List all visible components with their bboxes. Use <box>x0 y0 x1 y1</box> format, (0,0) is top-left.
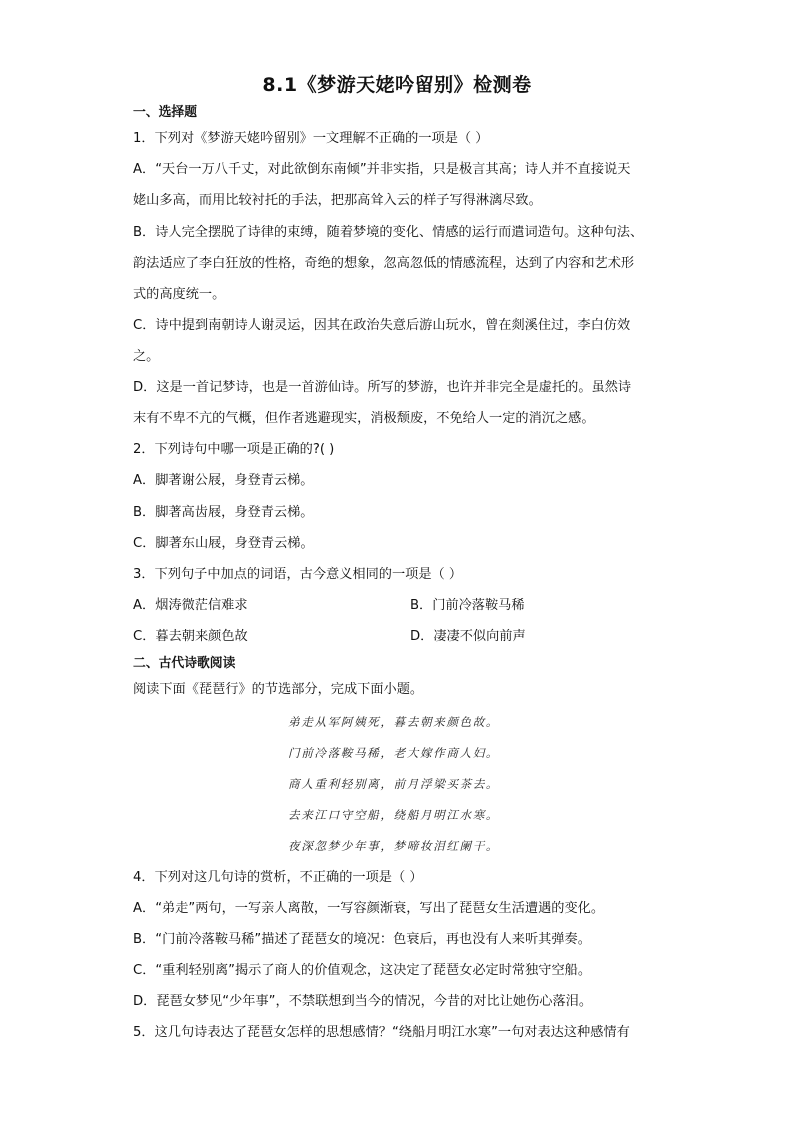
question-4-option-a: A．“弟走”两句，一写亲人离散，一写容颜渐衰，写出了琵琶女生活遭遇的变化。 <box>133 901 605 916</box>
question-3-option-d: D．凄凄不似向前声 <box>410 629 526 644</box>
question-4-stem: 4．下列对这几句诗的赏析，不正确的一项是（ ） <box>133 870 423 885</box>
question-1-option-a: A．“天台一万八千丈，对此欲倒东南倾”并非实指，只是极言其高；诗人并不直接说天 <box>133 162 631 177</box>
question-5-stem: 5．这几句诗表达了琵琶女怎样的思想感情？“绕船月明江水寒”一句对表达这种感情有 <box>133 1025 630 1040</box>
question-1-stem: 1．下列对《梦游天姥吟留别》一文理解不正确的一项是（ ） <box>133 131 489 146</box>
question-3-option-a: A．烟涛微茫信难求 <box>133 598 248 613</box>
poem-line: 商人重利轻别离，前月浮梁买茶去。 <box>288 777 500 791</box>
question-4-option-b: B．“门前冷落鞍马稀”描述了琵琶女的境况：色衰后，再也没有人来听其弹奏。 <box>133 932 591 947</box>
poem-line: 门前冷落鞍马稀，老大嫁作商人妇。 <box>288 746 500 760</box>
question-2-stem: 2．下列诗句中哪一项是正确的?( ) <box>133 442 335 457</box>
question-1-option-b-cont2: 式的高度统一。 <box>133 287 226 302</box>
question-1-option-d: D．这是一首记梦诗，也是一首游仙诗。所写的梦游，也许并非完全是虚托的。虽然诗 <box>133 380 632 395</box>
question-4-option-d: D．琵琶女梦见“少年事”，不禁联想到当今的情况，今昔的对比让她伤心落泪。 <box>133 994 593 1009</box>
question-3-stem: 3．下列句子中加点的词语，古今意义相同的一项是（ ） <box>133 567 463 582</box>
question-1-option-c-cont: 之。 <box>133 349 160 364</box>
question-2-option-b: B．脚著高齿屐，身登青云梯。 <box>133 505 314 520</box>
question-1-option-a-cont: 姥山多高，而用比较衬托的手法，把那高耸入云的样子写得淋漓尽致。 <box>133 193 542 208</box>
poem-line: 去来江口守空船，绕船月明江水寒。 <box>288 808 500 822</box>
question-2-option-c: C．脚著东山屐，身登青云梯。 <box>133 536 314 551</box>
poem-line: 夜深忽梦少年事，梦啼妆泪红阑干。 <box>288 839 500 853</box>
section-heading-choice: 一、选择题 <box>133 105 197 120</box>
question-1-option-b: B．诗人完全摆脱了诗律的束缚，随着梦境的变化、情感的运行而遣词造句。这种句法、 <box>133 225 644 240</box>
question-3-option-b: B．门前冷落鞍马稀 <box>410 598 525 613</box>
question-3-option-c: C．暮去朝来颜色故 <box>133 629 248 644</box>
poem-line: 弟走从军阿姨死，暮去朝来颜色故。 <box>288 715 500 729</box>
section-heading-poetry: 二、古代诗歌阅读 <box>133 656 236 671</box>
question-1-option-d-cont: 末有不卑不亢的气概，但作者逃避现实，消极颓废，不免给人一定的消沉之感。 <box>133 411 595 426</box>
question-4-option-c: C．“重利轻别离”揭示了商人的价值观念，这决定了琵琶女必定时常独守空船。 <box>133 963 592 978</box>
question-1-option-b-cont: 韵法适应了李白狂放的性格，奇绝的想象，忽高忽低的情感流程，达到了内容和艺术形 <box>133 256 635 271</box>
reading-intro: 阅读下面《琵琶行》的节选部分，完成下面小题。 <box>133 682 424 697</box>
page-title: 8.1《梦游天姥吟留别》检测卷 <box>262 74 532 96</box>
question-1-option-c: C．诗中提到南朝诗人谢灵运，因其在政治失意后游山玩水，曾在剡溪住过，李白仿效 <box>133 318 631 333</box>
question-2-option-a: A．脚著谢公屐，身登青云梯。 <box>133 473 314 488</box>
